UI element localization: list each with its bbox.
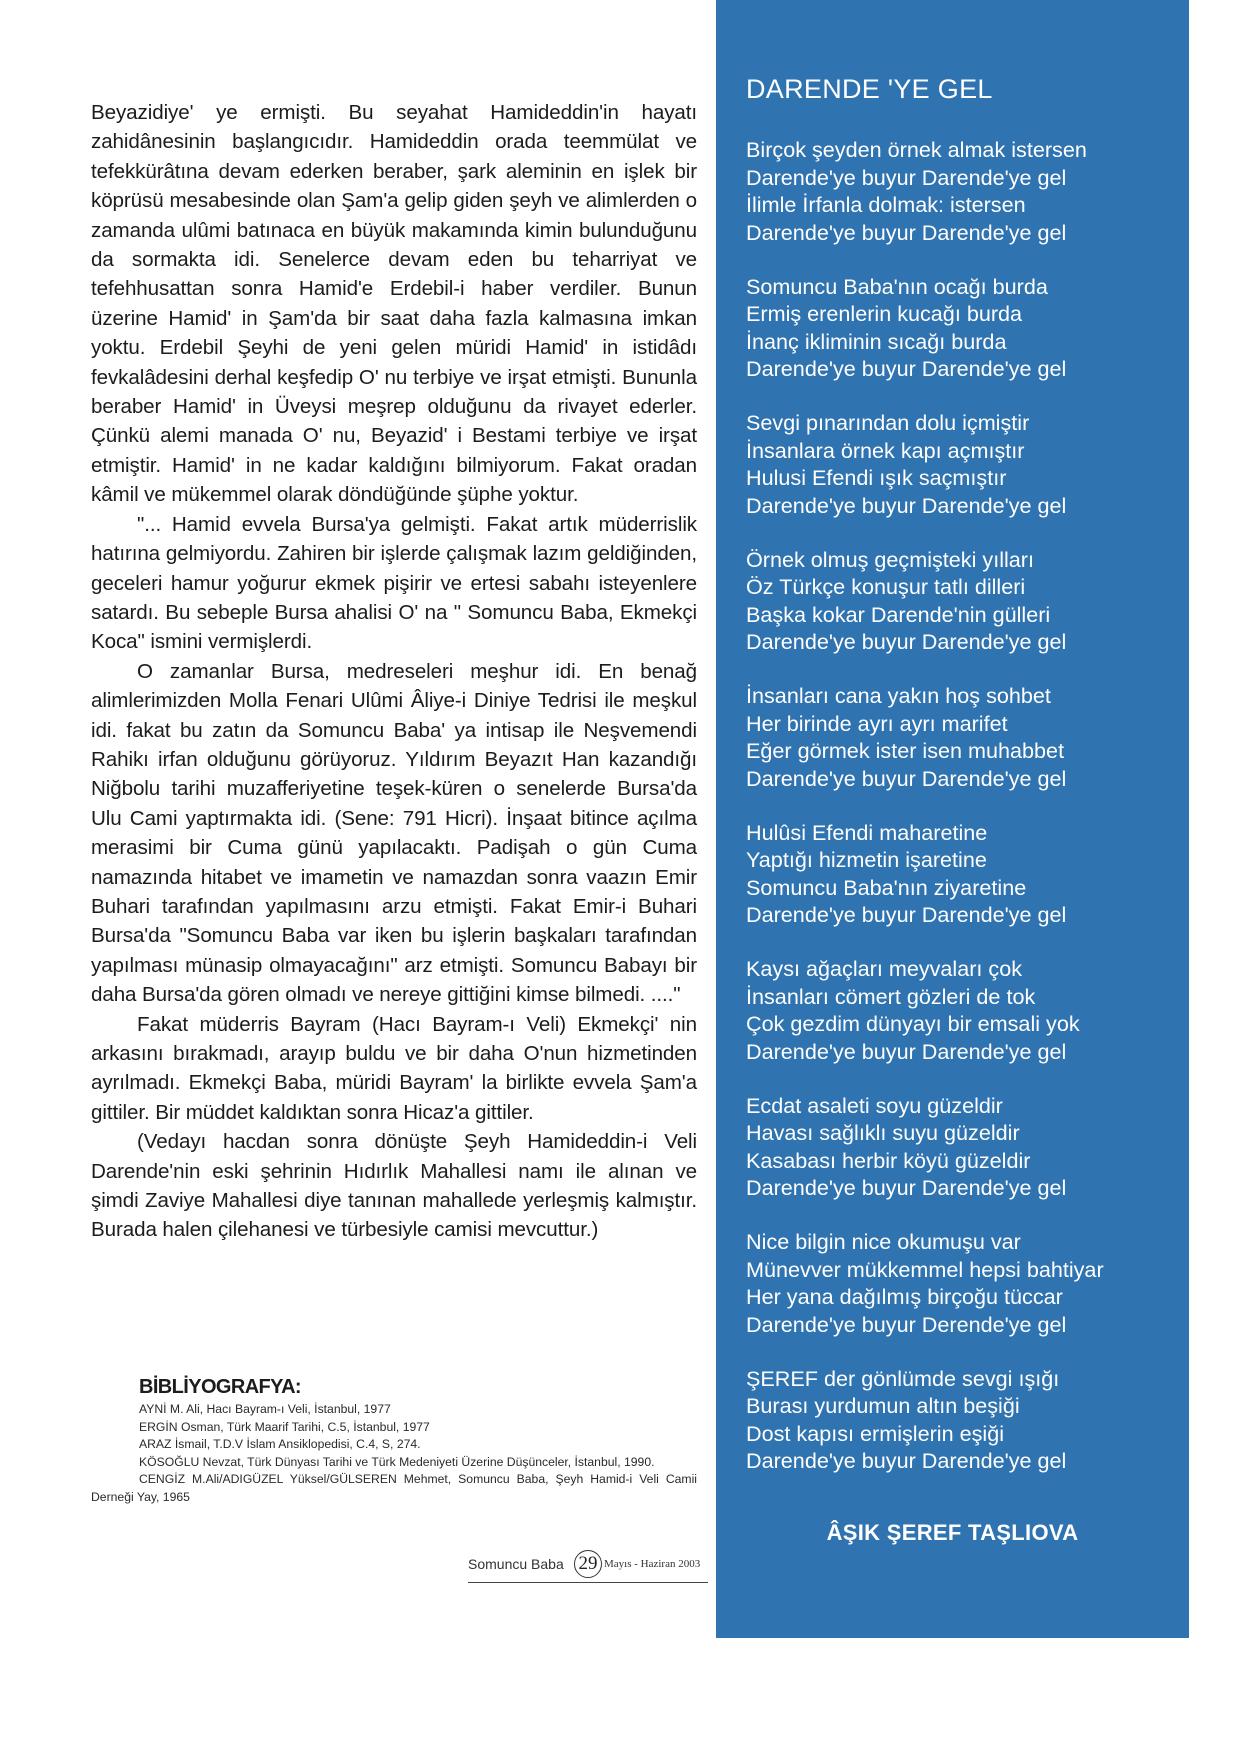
poem-line: Birçok şeyden örnek almak istersen — [746, 137, 1087, 162]
poem-stanza — [746, 136, 1186, 246]
poem-author: ÂŞIK ŞEREF TAŞLIOVA — [826, 1520, 1079, 1545]
poem-line: Eğer görmek ister isen muhabbet — [746, 738, 1065, 763]
poem-stanza — [746, 819, 1186, 929]
poem-line: Başka kokar Darende'nin gülleri — [746, 601, 1051, 627]
poem-line: Darende'ye buyur Darende'ye gel — [746, 1175, 1067, 1200]
poem-line: Sevgi pınarından dolu içmiştir — [746, 410, 1030, 435]
poem-line: Yaptığı hizmetin işaretine — [746, 847, 987, 872]
poem-line: Burası yurdumun altın beşiği — [746, 1393, 1020, 1418]
poem-line: Hulûsi Efendi maharetine — [746, 819, 988, 845]
poem-stanza — [746, 1365, 1186, 1475]
footer-issue-date: Mayıs - Haziran 2003 — [604, 1558, 701, 1570]
poem-line: Çok gezdim dünyayı bir emsali yok — [746, 1011, 1080, 1036]
poem-stanza — [746, 1228, 1186, 1338]
article-paragraph-4: Fakat müderris Bayram (Hacı Bayram-ı Veli) Ekmekçi' nin arkasını bırakmadı, arayıp buldu ve bir daha O'nun hizmetinden ayrılmadı. Ekmekçi Baba, müridi Bayram' la birlikte evvela Şam'a gittiler. Bir müddet kaldıktan sonra Hicaz'a gittiler. — [91, 1012, 697, 1124]
poem-line: Her birinde ayrı ayrı marifet — [746, 710, 1008, 736]
poem-line: Dost kapısı ermişlerin eşiği — [746, 1420, 1005, 1446]
poem-line: Havası sağlıklı suyu güzeldir — [746, 1120, 1020, 1145]
poem-line: İnsanlara örnek kapı açmıştır — [746, 437, 1025, 463]
poem-line: Öz Türkçe konuşur tatlı dilleri — [746, 574, 1026, 599]
poem-line: Her yana dağılmış birçoğu tüccar — [746, 1284, 1063, 1309]
poem-line: Örnek olmuş geçmişteki yılları — [746, 546, 1034, 572]
poem-line: Ecdat asaleti soyu güzeldir — [746, 1092, 1003, 1118]
bibliography-item: ERGİN Osman, Türk Maarif Tarihi, C.5, İstanbul, 1977 — [139, 1419, 430, 1434]
poem-stanza — [746, 409, 1186, 519]
poem-stanza — [746, 955, 1186, 1065]
bibliography-list — [91, 1401, 697, 1507]
footer-magazine-name: Somuncu Baba — [468, 1556, 564, 1572]
poem-stanza — [746, 682, 1186, 792]
poem-line: Münevver mükkemmel hepsi bahtiyar — [746, 1256, 1104, 1282]
bibliography — [91, 1376, 697, 1507]
poem-line: Nice bilgin nice okumuşu var — [746, 1229, 1021, 1254]
poem-line: Somuncu Baba'nın ocağı burda — [746, 273, 1048, 299]
article-column — [91, 98, 697, 1245]
poem-stanzas — [746, 136, 1186, 1501]
poem-line: Darende'ye buyur Darende'ye gel — [746, 1038, 1067, 1064]
poem-line: İnsanları cana yakın hoş sohbet — [746, 683, 1051, 708]
article-paragraph-3: O zamanlar Bursa, medreseleri meşhur idi. En benağ alimlerimizden Molla Fenari Ulûmi Âliye-i Diniye Tedrisi ile meşkul idi. fakat bu zatın da Somuncu Baba' ya intisap ile Neşvemendi Rahikı irfan olduğunu görüyoruz. Yıldırım Beyazıt Han kazandığı Niğbolu tarihi muzafferiyetine teşek-küren o senelerde Bursa'da Ulu Cami yaptırmakta idi. (Sene: 791 Hicri). İnşaat bitince açılma merasimi bir Cuma günü yapılacaktı. Padişah o gün Cuma namazında hitabet ve imametin ve namazdan sonra vaazın Emir Buhari tarafından yapılmasını arzu etmişti. Fakat Emir-i Buhari Bursa'da "Somuncu Baba var iken bu işlerin başkaları tarafından yapılması münasip olmayacağını" arz etmişti. Somuncu Babayı bir daha Bursa'da gören olmadı ve nereye gittiğini kimse bilmedi. ...." — [91, 659, 697, 1007]
bibliography-item: CENGİZ M.Ali/ADIGÜZEL Yüksel/GÜLSEREN Mehmet, Somuncu Baba, Şeyh Hamid-i Veli Camii Derneği Yay, 1965 — [91, 1472, 697, 1504]
poem-line: Darende'ye buyur Darende'ye gel — [746, 1448, 1067, 1473]
poem-line: İnsanları cömert gözleri de tok — [746, 983, 1036, 1009]
poem-line: Darende'ye buyur Darende'ye gel — [746, 219, 1067, 245]
poem-panel — [716, 0, 1189, 1638]
article-paragraph-2: "... Hamid evvela Bursa'ya gelmişti. Fakat artık müderrislik hatırına gelmiyordu. Zahiren bir işlerde çalışmak lazım geldiğinden, geceleri hamur yoğurur ekmek pişirir ve ertesi sabahı isteyenlere satardı. Bu sebeple Bursa ahalisi O' na " Somuncu Baba, Ekmekçi Koca" ismini vermişlerdi. — [91, 512, 697, 654]
poem-line: Hulusi Efendi ışık saçmıştır — [746, 465, 1007, 490]
poem-line: Darende'ye buyur Darende'ye gel — [746, 902, 1067, 927]
poem-line: İnanç ikliminin sıcağı burda — [746, 328, 1007, 354]
article-paragraph-5: (Vedayı hacdan sonra dönüşte Şeyh Hamideddin-i Veli Darende'nin eski şehrinin Hıdırlık Mahallesi namı ile alınan ve şimdi Zaviye Mahallesi diye tanınan mahallede yerleşmiş kalmıştır. Burada halen çilehanesi ve türbesiyle camisi mevcuttur.) — [91, 1130, 697, 1242]
page-footer — [468, 1552, 708, 1583]
poem-stanza — [746, 273, 1186, 383]
page-number: 29 — [574, 1550, 602, 1578]
bibliography-heading: BİBLİYOGRAFYA: — [139, 1376, 301, 1398]
poem-line: Darende'ye buyur Derende'ye gel — [746, 1311, 1067, 1337]
poem-line: Kaysı ağaçları meyvaları çok — [746, 956, 1023, 981]
poem-title: DARENDE 'YE GEL — [746, 74, 993, 104]
poem-stanza — [746, 546, 1186, 656]
poem-line: İlimle İrfanla dolmak: istersen — [746, 192, 1026, 217]
poem-stanza — [746, 1092, 1186, 1202]
poem-line: Darende'ye buyur Darende'ye gel — [746, 164, 1067, 190]
poem-line: ŞEREF der gönlümde sevgi ışığı — [746, 1365, 1060, 1391]
article-paragraph-1: Beyazidiye' ye ermişti. Bu seyahat Hamideddin'in hayatı zahidânesinin başlangıcıdır. Hamideddin orada teemmülat ve tefekkürâtına devam ederken beraber, şark aleminin en işlek bir köprüsü mesabesinde olan Şam'a gelip giden şeyh ve alimlerden o zamanda ulûmi batınaca en büyük makamında kimin bulunduğunu da sormakta idi. Senelerce devam eden bu teharriyat ve tefehhusattan sonra Hamid'e Erdebil-i haber verdiler. Bunun üzerine Hamid' in Şam'da bir saat daha fazla kalmasına imkan yoktu. Erdebil Şeyhi de yeni gelen müridi Hamid' in istidâdı fevkalâdesini derhal keşfedip O' nu terbiye ve irşat etmişti. Bununla beraber Hamid' in Üveysi meşrep olduğunu da rivayet ederler. Çünkü alemi manada O' nu, Beyazid' i Bestami terbiye ve irşat etmiştir. Hamid' in ne kadar kaldığını bilmiyorum. Fakat oradan kâmil ve mükemmel olarak döndüğünde şüphe yoktur. — [91, 101, 697, 507]
poem-line: Ermiş erenlerin kucağı burda — [746, 301, 1023, 326]
bibliography-item: ARAZ İsmail, T.D.V İslam Ansiklopedisi, C.4, S, 274. — [139, 1437, 421, 1452]
poem-line: Darende'ye buyur Darende'ye gel — [746, 492, 1067, 518]
poem-line: Kasabası herbir köyü güzeldir — [746, 1147, 1031, 1173]
bibliography-item: KÖSOĞLU Nevzat, Türk Dünyası Tarihi ve Türk Medeniyeti Üzerine Düşünceler, İstanbul, 1990. — [139, 1454, 655, 1469]
poem-line: Darende'ye buyur Darende'ye gel — [746, 356, 1067, 381]
poem-line: Darende'ye buyur Darende'ye gel — [746, 629, 1067, 654]
poem-line: Somuncu Baba'nın ziyaretine — [746, 874, 1027, 900]
poem-line: Darende'ye buyur Darende'ye gel — [746, 765, 1067, 791]
bibliography-item: AYNİ M. Ali, Hacı Bayram-ı Veli, İstanbul, 1977 — [139, 1402, 391, 1416]
